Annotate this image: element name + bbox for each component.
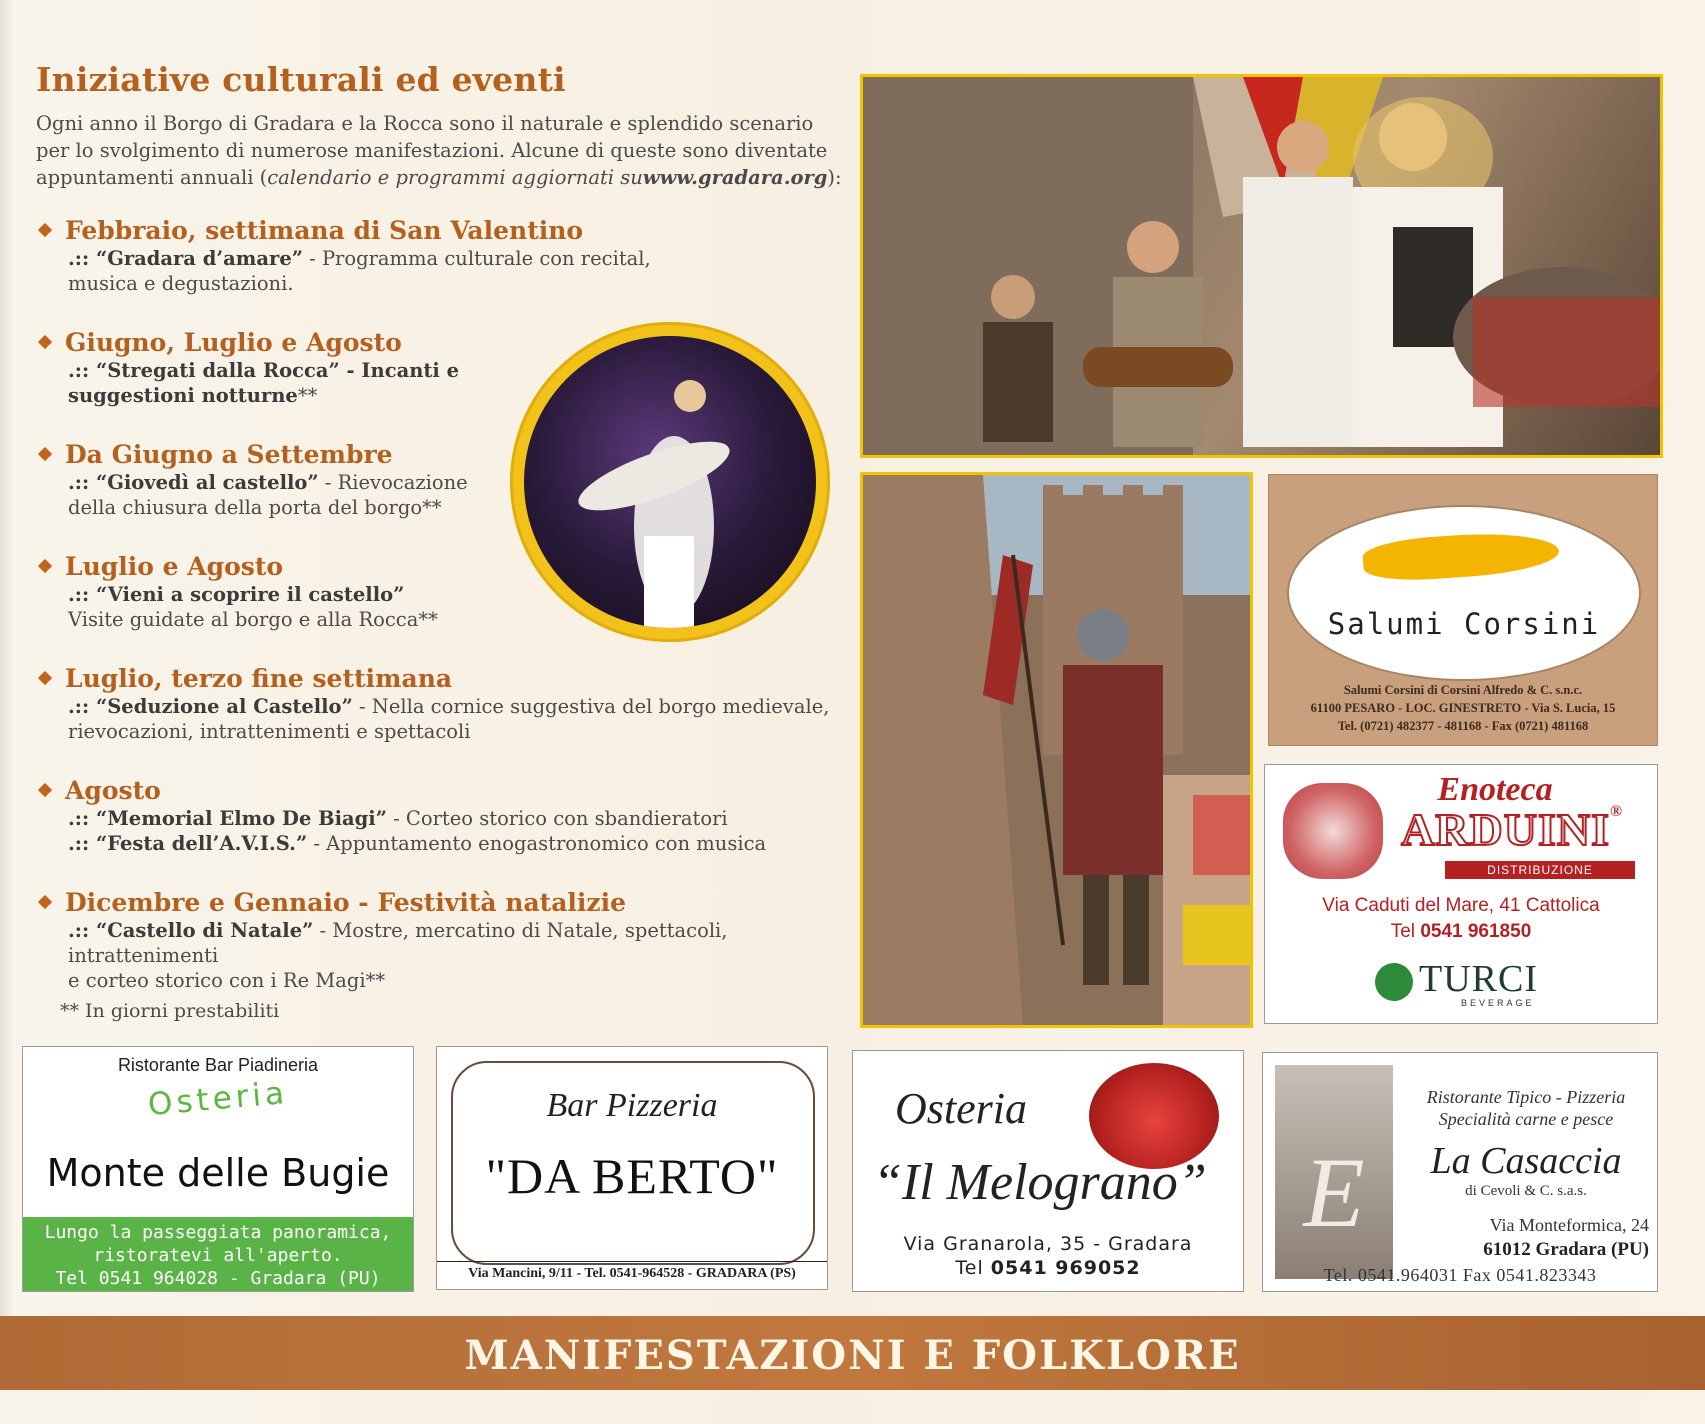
ad-osteria-monte-delle-bugie: [22, 1046, 414, 1292]
event-heading: Agosto: [36, 776, 866, 806]
turci-beverage: BEVERAGE: [1461, 998, 1535, 1008]
event-line: Visite guidate al borgo e alla Rocca**: [68, 608, 438, 631]
event-line: .:: “Gradara d’amare” - Programma culturale con recital,: [68, 247, 651, 270]
osteria-label: Osteria: [146, 1074, 290, 1124]
arduini-enoteca: Enoteca: [1437, 771, 1553, 808]
salumi-address: 61100 PESARO - LOC. GINESTRETO - Via S. Lucia, 15: [1310, 701, 1616, 715]
event-heading: Dicembre e Gennaio - Festività natalizie: [36, 888, 866, 918]
casaccia-name: La Casaccia: [1430, 1140, 1622, 1182]
osteria-name: Monte delle Bugie: [46, 1151, 390, 1195]
osteria-green-box: [23, 1217, 413, 1292]
melograno-phone: Tel 0541 969052: [955, 1257, 1141, 1279]
page-title: Iniziative culturali ed eventi: [36, 60, 566, 99]
turci-badge-icon: [1375, 963, 1413, 1001]
event-line: .:: “Memorial Elmo De Biagi” - Corteo storico con sbandieratori: [68, 807, 728, 830]
casaccia-company: di Cevoli & C. s.a.s.: [1465, 1183, 1587, 1199]
ad-la-casaccia: [1262, 1052, 1658, 1292]
turci-logo: TURCI: [1375, 957, 1538, 1001]
website-link[interactable]: www.gradara.org: [642, 166, 828, 189]
ad-osteria-il-melograno: [852, 1050, 1244, 1292]
berto-type: Bar Pizzeria: [546, 1087, 718, 1124]
salumi-company: Salumi Corsini di Corsini Alfredo & C. s.n.c.: [1343, 683, 1583, 697]
event-item: [36, 776, 866, 856]
berto-name: "DA BERTO": [485, 1148, 779, 1204]
event-line: e corteo storico con i Re Magi**: [68, 969, 386, 992]
event-heading: Giugno, Luglio e Agosto: [36, 328, 866, 358]
intro-paragraph: [36, 110, 866, 191]
casaccia-phone: Tel. 0541.964031 Fax 0541.823343: [1323, 1265, 1597, 1285]
osteria-type: Ristorante Bar Piadineria: [117, 1055, 319, 1075]
event-line: .:: “Castello di Natale” - Mostre, mercatino di Natale, spettacoli, intrattenimenti: [68, 919, 728, 967]
diamond-bullet-icon: [38, 222, 52, 236]
event-item: [36, 888, 866, 993]
event-line: suggestioni notturne**: [68, 384, 318, 407]
diamond-bullet-icon: [38, 894, 52, 908]
salumi-splash-icon: [1362, 528, 1560, 584]
salumi-phone: Tel. (0721) 482377 - 481168 - Fax (0721) 481168: [1337, 719, 1589, 733]
salumi-name: Salumi Corsini: [1327, 607, 1601, 641]
intro-italic: calendario e programmi aggiornati su: [267, 166, 643, 189]
event-line: .:: “Festa dell’A.V.I.S.” - Appuntamento enogastronomico con musica: [68, 832, 767, 855]
osteria-phone: Tel 0541 964028 - Gradara (PU): [55, 1268, 381, 1289]
osteria-green-line: Lungo la passeggiata panoramica,: [44, 1222, 392, 1243]
osteria-green-line: ristoratevi all'aperto.: [93, 1245, 343, 1266]
event-heading: Febbraio, settimana di San Valentino: [36, 216, 866, 246]
diamond-bullet-icon: [38, 782, 52, 796]
event-line: .:: “Seduzione al Castello” - Nella cornice suggestiva del borgo medievale,: [68, 695, 830, 718]
diamond-bullet-icon: [38, 670, 52, 684]
event-heading: Luglio, terzo fine settimana: [36, 664, 866, 694]
diamond-bullet-icon: [38, 558, 52, 572]
footnote: ** In giorni prestabiliti: [60, 1000, 280, 1022]
arduini-address: Via Caduti del Mare, 41 Cattolica: [1322, 895, 1600, 916]
casaccia-address: Via Monteformica, 24: [1489, 1215, 1649, 1235]
ad-bar-pizzeria-da-berto: [436, 1046, 828, 1290]
berto-address: Via Mancini, 9/11 - Tel. 0541-964528 - GRADARA (PS): [437, 1261, 827, 1282]
diamond-bullet-icon: [38, 334, 52, 348]
event-heading: Luglio e Agosto: [36, 552, 866, 582]
footer-banner-text: MANIFESTAZIONI E FOLKLORE: [464, 1332, 1241, 1379]
page-fold-shadow: [0, 0, 14, 1320]
knight-photo: [860, 472, 1253, 1028]
event-line: rievocazioni, intrattenimenti e spettacoli: [68, 720, 471, 743]
ad-salumi-corsini: [1268, 474, 1658, 746]
diamond-bullet-icon: [38, 446, 52, 460]
event-line: .:: “Stregati dalla Rocca” - Incanti e: [68, 359, 460, 382]
melograno-osteria: Osteria: [895, 1084, 1027, 1133]
event-item: [36, 216, 866, 296]
arduini-distribuzione: DISTRIBUZIONE: [1445, 861, 1635, 879]
event-line: musica e degustazioni.: [68, 272, 294, 295]
casaccia-city: 61012 Gradara (PU): [1483, 1239, 1649, 1260]
footer-banner: [0, 1316, 1705, 1390]
event-item: [36, 664, 866, 744]
arduini-phone: Tel 0541 961850: [1390, 921, 1532, 942]
event-line: della chiusura della porta del borgo**: [68, 496, 442, 519]
dancer-photo: [524, 336, 816, 628]
casaccia-crest-icon: E: [1275, 1065, 1393, 1279]
event-heading: Da Giugno a Settembre: [36, 440, 866, 470]
dancer-photo-circle: [510, 322, 830, 642]
melograno-address: Via Granarola, 35 - Gradara: [903, 1233, 1193, 1255]
ad-enoteca-arduini: [1264, 764, 1658, 1024]
casaccia-speciality: Specialità carne e pesce: [1438, 1109, 1614, 1129]
salumi-logo-oval: [1287, 505, 1641, 681]
event-line: .:: “Vieni a scoprire il castello”: [68, 583, 405, 606]
intro-line: Ogni anno il Borgo di Gradara e la Rocca sono il naturale e splendido scenario: [36, 112, 814, 135]
intro-line: appuntamenti annuali (calendario e programmi aggiornati suwww.gradara.org):: [36, 166, 842, 189]
intro-line: per lo svolgimento di numerose manifestazioni. Alcune di queste sono diventate: [36, 139, 828, 162]
cherub-icon: [1283, 783, 1383, 879]
event-line: .:: “Giovedì al castello” - Rievocazione: [68, 471, 468, 494]
musicians-photo: [860, 74, 1663, 458]
arduini-name: ARDUINI®: [1401, 803, 1623, 855]
melograno-name: “Il Melograno”: [873, 1154, 1207, 1211]
casaccia-type: Ristorante Tipico - Pizzeria: [1426, 1087, 1626, 1107]
